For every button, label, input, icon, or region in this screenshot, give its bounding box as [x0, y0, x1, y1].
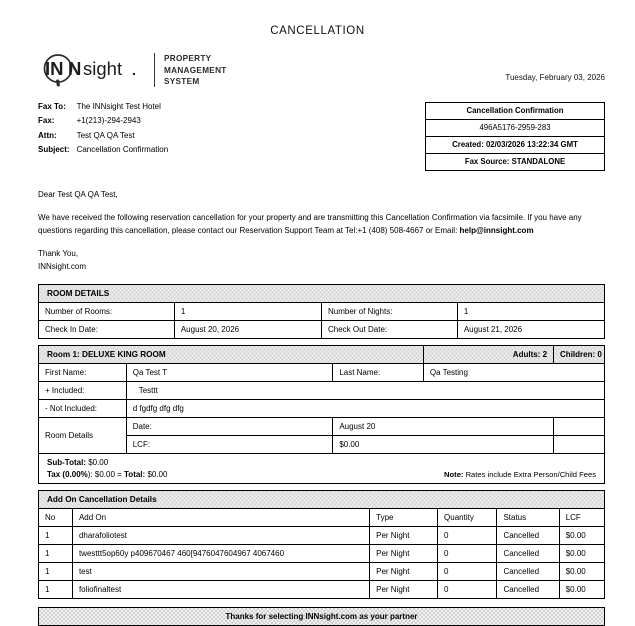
- subject-label: Subject:: [38, 145, 70, 155]
- fax-header-block: [38, 100, 168, 158]
- not-included-label: - Not Included:: [39, 400, 127, 418]
- last-name-value: Qa Testing: [423, 364, 604, 382]
- check-in-date-label: Check In Date:: [39, 321, 175, 339]
- logo-tagline-line2: MANAGEMENT: [164, 65, 227, 75]
- fax-label: Fax:: [38, 116, 55, 126]
- addon-status: Cancelled: [497, 581, 559, 599]
- letter-paragraph: [38, 212, 599, 237]
- number-of-nights-value: 1: [457, 303, 604, 321]
- svg-text:sight: sight: [83, 58, 123, 80]
- check-in-date-value: August 20, 2026: [174, 321, 321, 339]
- addon-section-title: Add On Cancellation Details: [39, 491, 605, 509]
- number-of-rooms-value: 1: [174, 303, 321, 321]
- addon-quantity: 0: [438, 527, 497, 545]
- number-of-rooms-label: Number of Rooms:: [39, 303, 175, 321]
- table-row: [39, 321, 605, 339]
- footer-banner: Thanks for selecting INNsight.com as your partner: [38, 607, 605, 626]
- attn-row: [38, 129, 168, 144]
- note-text: Rates include Extra Person/Child Fees: [465, 470, 596, 480]
- rate-lcf-empty: [554, 436, 605, 454]
- addon-quantity: 0: [438, 563, 497, 581]
- addon-status: Cancelled: [497, 545, 559, 563]
- addon-lcf: $0.00: [559, 545, 604, 563]
- table-row: [39, 364, 605, 382]
- addon-no: 1: [39, 527, 73, 545]
- rate-date-value: August 20: [333, 418, 554, 436]
- table-row: [39, 581, 605, 599]
- addon-col-status: Status: [497, 509, 559, 527]
- document-header: [0, 37, 635, 88]
- addon-col-quantity: Quantity: [438, 509, 497, 527]
- addon-no: 1: [39, 545, 73, 563]
- addon-lcf: $0.00: [559, 563, 604, 581]
- fax-value: +1(213)-294-2943: [76, 116, 141, 126]
- note-label: Note:: [444, 470, 464, 480]
- rate-date-label: Date:: [126, 418, 333, 436]
- letter-salutation: Dear Test QA QA Test,: [38, 189, 118, 199]
- logo-tagline: [164, 53, 227, 88]
- logo-tagline-line3: SYSTEM: [164, 77, 200, 87]
- room-details-title: ROOM DETAILS: [39, 285, 605, 303]
- room-totals-left: [47, 457, 167, 480]
- confirmation-title: Cancellation Confirmation: [426, 103, 604, 120]
- addon-col-no: No: [39, 509, 73, 527]
- addon-no: 1: [39, 563, 73, 581]
- rate-lcf-value: $0.00: [333, 436, 554, 454]
- tax-label: Tax (: [47, 469, 66, 479]
- fax-and-confirmation-row: [0, 88, 635, 171]
- room-1-adults: Adults: 2: [423, 346, 553, 364]
- total-label: Total:: [124, 469, 146, 479]
- addon-type: Per Night: [370, 581, 438, 599]
- addon-cancellation-table: [38, 490, 605, 599]
- table-row: [39, 545, 605, 563]
- addon-name: dharafoliotest: [72, 527, 369, 545]
- rate-date-empty: [554, 418, 605, 436]
- cancellation-confirmation-box: [425, 102, 605, 171]
- number-of-nights-label: Number of Nights:: [321, 303, 457, 321]
- room-1-header-row: [39, 346, 605, 364]
- fax-to-value: The INNsight Test Hotel: [76, 101, 161, 111]
- rates-note: [444, 469, 596, 480]
- addon-lcf: $0.00: [559, 581, 604, 599]
- tax-total-line: [47, 469, 167, 481]
- innsight-wordmark-icon: [38, 53, 148, 87]
- attn-label: Attn:: [38, 130, 57, 140]
- room-1-children: Children: 0: [554, 346, 605, 364]
- subject-row: [38, 143, 168, 158]
- tax-percent: 0.00%: [65, 469, 88, 479]
- subtotal-line: [47, 457, 167, 469]
- attn-value: Test QA QA Test: [76, 130, 135, 140]
- table-row: [39, 303, 605, 321]
- room-1-table: [38, 345, 605, 484]
- fax-number-row: [38, 114, 168, 129]
- check-out-date-label: Check Out Date:: [321, 321, 457, 339]
- document-date: Tuesday, February 03, 2026: [505, 73, 605, 82]
- addon-type: Per Night: [370, 527, 438, 545]
- addon-quantity: 0: [438, 581, 497, 599]
- first-name-value: Qa Test T: [126, 364, 333, 382]
- confirmation-number: 496A5176-2959-283: [426, 120, 604, 137]
- table-row: [39, 418, 605, 436]
- last-name-label: Last Name:: [333, 364, 424, 382]
- addon-col-lcf: LCF: [559, 509, 604, 527]
- confirmation-created: Created: 02/03/2026 13:22:34 GMT: [426, 137, 604, 154]
- addon-no: 1: [39, 581, 73, 599]
- addon-lcf: $0.00: [559, 527, 604, 545]
- logo-tagline-line1: PROPERTY: [164, 54, 212, 63]
- room-1-title: Room 1: DELUXE KING ROOM: [39, 346, 424, 364]
- confirmation-fax-source: Fax Source: STANDALONE: [464, 156, 566, 166]
- addon-type: Per Night: [370, 545, 438, 563]
- addon-col-addon: Add On: [72, 509, 369, 527]
- included-value: Testtt: [126, 382, 604, 400]
- addon-type: Per Night: [370, 563, 438, 581]
- rate-lcf-label: LCF:: [126, 436, 333, 454]
- table-row: [39, 382, 605, 400]
- support-email: help@innsight.com: [459, 225, 534, 235]
- tables-container: [0, 284, 635, 599]
- not-included-value: d fgdfg dfg dfg: [126, 400, 604, 418]
- innsight-logo: [38, 53, 227, 88]
- subtotal-label: Sub-Total:: [47, 458, 86, 468]
- addon-name: foliofinaltest: [72, 581, 369, 599]
- table-row: [39, 400, 605, 418]
- addon-column-header-row: [39, 509, 605, 527]
- addon-col-type: Type: [370, 509, 438, 527]
- addon-status: Cancelled: [497, 527, 559, 545]
- letter-body: [0, 171, 635, 274]
- addon-quantity: 0: [438, 545, 497, 563]
- fax-to-row: [38, 100, 168, 115]
- room-details-sub-label: Room Details: [39, 418, 127, 454]
- subtotal-value: $0.00: [88, 458, 109, 468]
- addon-section-header: [39, 491, 605, 509]
- first-name-label: First Name:: [39, 364, 127, 382]
- addon-name: twesttt5op60y p409670467 460[9476047604967 4067460: [72, 545, 369, 563]
- fax-to-label: Fax To:: [38, 101, 66, 111]
- table-row: [39, 563, 605, 581]
- included-label: + Included:: [39, 382, 127, 400]
- tax-mid: ): $0.00 =: [87, 469, 125, 479]
- check-out-date-value: August 21, 2026: [457, 321, 604, 339]
- addon-name: test: [72, 563, 369, 581]
- svg-text:N: N: [68, 58, 82, 80]
- letter-signature: INNsight.com: [38, 261, 87, 271]
- room-totals-row: [39, 454, 605, 484]
- table-row: [39, 527, 605, 545]
- page-title: CANCELLATION: [270, 25, 365, 37]
- addon-status: Cancelled: [497, 563, 559, 581]
- room-details-table: [38, 284, 605, 339]
- letter-body-text: We have received the following reservation cancellation for your property and are transmitting this Cancellation Confirmation via facsimile. If you have any questions regarding this cancellation, please contact our Reservation Support Team at Tel:+1 (408) 508-4667 or Email:: [38, 213, 582, 235]
- room-details-section-header: [39, 285, 605, 303]
- total-value: $0.00: [147, 469, 168, 479]
- letter-closing: Thank You,: [38, 249, 79, 259]
- room-totals-cell: [39, 454, 605, 484]
- subject-value: Cancellation Confirmation: [76, 145, 169, 155]
- logo-divider: [154, 53, 155, 87]
- svg-text:IN: IN: [45, 58, 64, 80]
